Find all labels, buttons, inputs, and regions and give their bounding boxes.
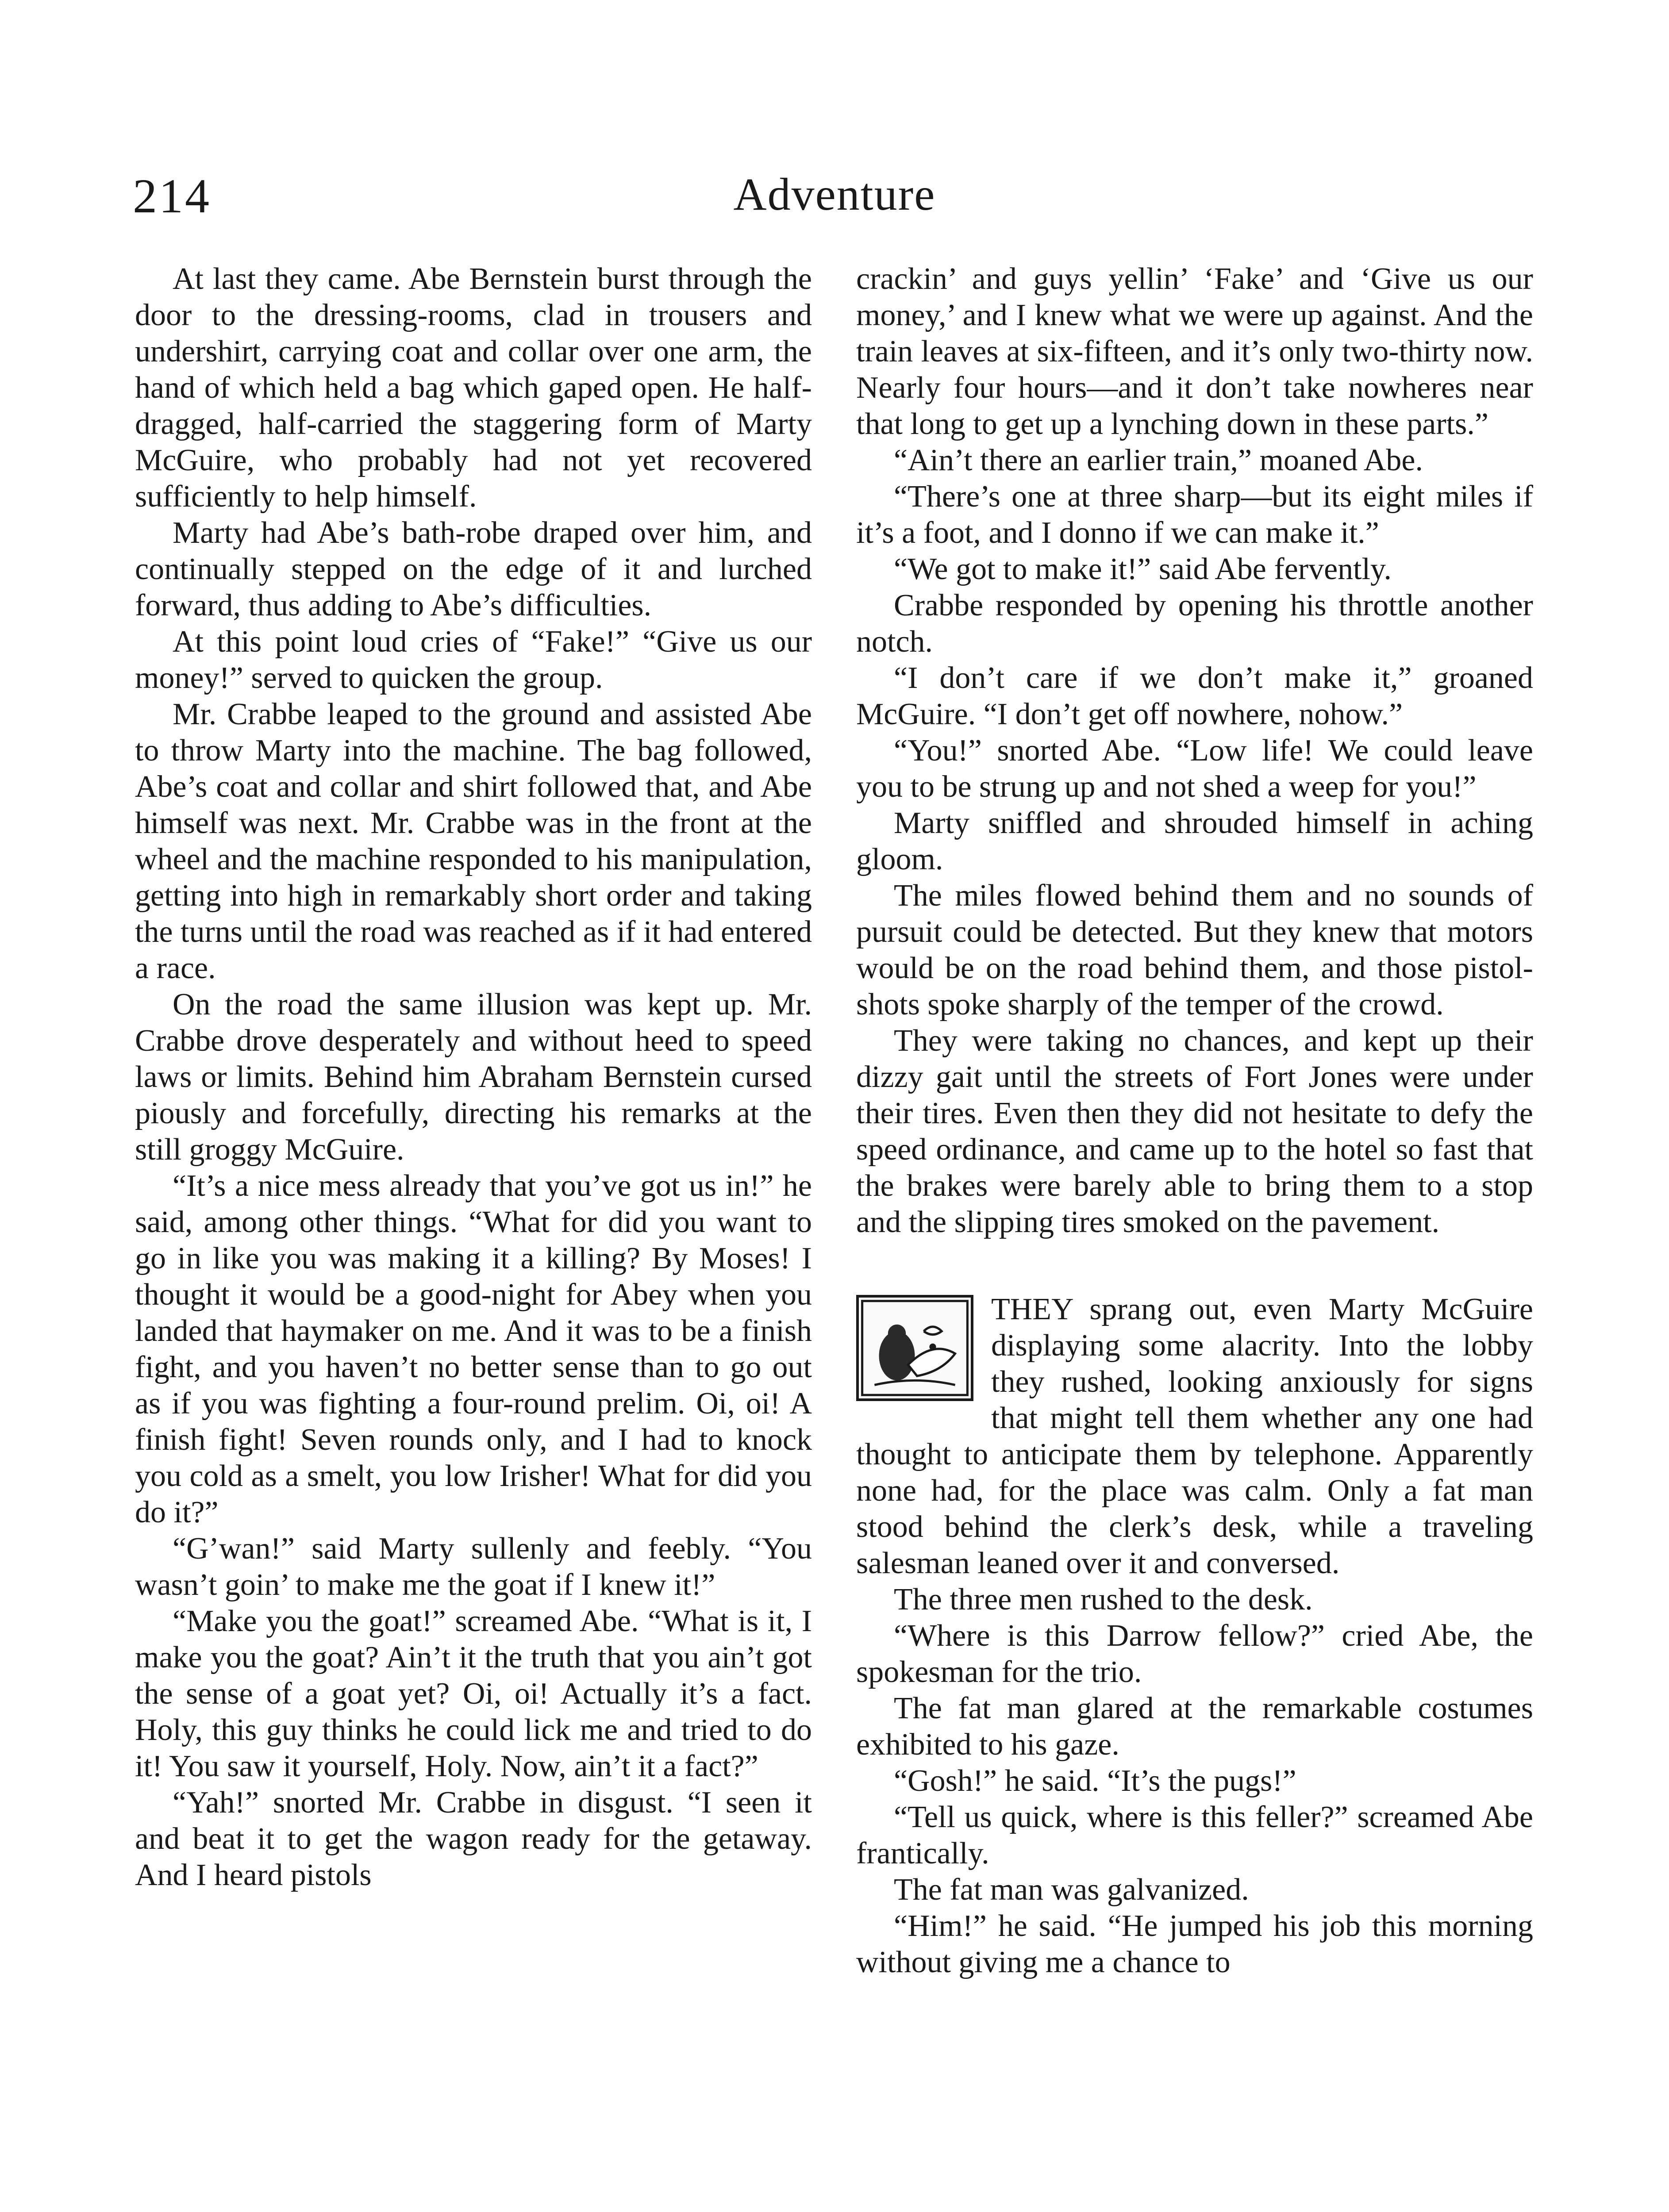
page-number: 214 [133,169,211,223]
decorative-vignette-icon [856,1295,973,1401]
paragraph: Marty had Abe’s bath-robe draped over him, and continually stepped on the edge of it and lurched forward, thus adding to Abe’s difficulties. [135,516,812,622]
running-title: Adventure [733,169,936,220]
section-opening-text: THEY sprang out, even Marty McGuire displaying some alacrity. Into the lobby they rushed, looking anxiously for signs that might tell them whether any one had thought to anticipate them by telephone. Apparently none had, for the place was calm. Only a fat man stood behind the clerk’s desk, while a traveling salesman leaned over it and conversed. [856,1292,1533,1580]
paragraph: The fat man glared at the remarkable costumes exhibited to his gaze. [856,1691,1533,1762]
right-column [856,261,1533,1981]
paragraph: “There’s one at three sharp—but its eight miles if it’s a foot, and I donno if we can make it.” [856,480,1533,550]
paragraph: They were taking no chances, and kept up their dizzy gait until the streets of Fort Jones were under their tires. Even then they did not hesitate to defy the speed ordinance, and came up to the hotel so fast that the brakes were barely able to bring them to a stop and the slipping tires smoked on the pavement. [856,1024,1533,1239]
paragraph: Mr. Crabbe leaped to the ground and assisted Abe to throw Marty into the machine. The bag followed, Abe’s coat and collar and shirt followed that, and Abe himself was next. Mr. Crabbe was in the front at the wheel and the machine responded to his manipulation, getting into high in remarkably short order and taking the turns until the road was reached as if it had entered a race. [135,697,812,985]
paragraph: The fat man was galvanized. [894,1873,1249,1907]
continued-paragraph: crackin’ and guys yellin’ ‘Fake’ and ‘Give us our money,’ and I knew what we were up against. And the train leaves at six-fifteen, and it’s only two-thirty now. Nearly four hours—and it don’t take nowheres near that long to get up a lynching down in these parts.” [856,262,1533,441]
paragraph: Crabbe responded by opening his throttle another notch. [856,588,1533,659]
paragraph: “Ain’t there an earlier train,” moaned Abe. [894,443,1423,477]
paragraph: At last they came. Abe Bernstein burst through the door to the dressing-rooms, clad in trousers and undershirt, carrying coat and collar over one arm, the hand of which held a bag which gaped open. He half-dragged, half-carried the staggering form of Marty McGuire, who probably had not yet recovered sufficiently to help himself. [135,262,812,514]
paragraph: “Him!” he said. “He jumped his job this morning without giving me a chance to [856,1909,1533,1979]
paragraph: “You!” snorted Abe. “Low life! We could leave you to be strung up and not shed a weep for you!” [856,733,1533,804]
paragraph: “Gosh!” he said. “It’s the pugs!” [894,1764,1296,1798]
page-header [0,168,1669,230]
paragraph: “G’wan!” said Marty sullenly and feebly. “You wasn’t goin’ to make me the goat if I knew it!” [135,1532,812,1602]
paragraph: At this point loud cries of “Fake!” “Give us our money!” served to quicken the group. [135,625,812,695]
paragraph: “We got to make it!” said Abe fervently. [894,552,1392,586]
left-column [135,261,812,1893]
paragraph: “I don’t care if we don’t make it,” groaned McGuire. “I don’t get off nowhere, nohow.” [856,661,1533,731]
paragraph: “Tell us quick, where is this feller?” screamed Abe frantically. [856,1800,1533,1870]
section-opening [856,1291,1533,1582]
paragraph: “It’s a nice mess already that you’ve got us in!” he said, among other things. “What for did you want to go in like you was making it a killing? By Moses! I thought it would be a good-night for Abey when you landed that haymaker on me. And it was to be a finish fight, and you haven’t no better sense than to go out as if you was fighting a four-round prelim. Oi, oi! A finish fight! Seven rounds only, and I had to knock you cold as a smelt, you low Irisher! What for did you do it?” [135,1169,812,1529]
paragraph: The miles flowed behind them and no sounds of pursuit could be detected. But they knew that motors would be on the road behind them, and those pistol-shots spoke sharply of the temper of the crowd. [856,879,1533,1022]
paragraph: “Make you the goat!” screamed Abe. “What is it, I make you the goat? Ain’t it the truth that you ain’t got the sense of a goat yet? Oi, oi! Actually it’s a fact. Holy, this guy thinks he could lick me and tried to do it! You saw it yourself, Holy. Now, ain’t it a fact?” [135,1604,812,1783]
paragraph: Marty sniffled and shrouded himself in aching gloom. [856,806,1533,876]
paragraph: The three men rushed to the desk. [894,1582,1313,1617]
paragraph: “Where is this Darrow fellow?” cried Abe, the spokesman for the trio. [856,1619,1533,1689]
paragraph: On the road the same illusion was kept up. Mr. Crabbe drove desperately and without heed to speed laws or limits. Behind him Abraham Bernstein cursed piously and forcefully, directing his remarks at the still groggy McGuire. [135,987,812,1167]
paragraph: “Yah!” snorted Mr. Crabbe in disgust. “I seen it and beat it to get the wagon ready for the getaway. And I heard pistols [135,1786,812,1892]
